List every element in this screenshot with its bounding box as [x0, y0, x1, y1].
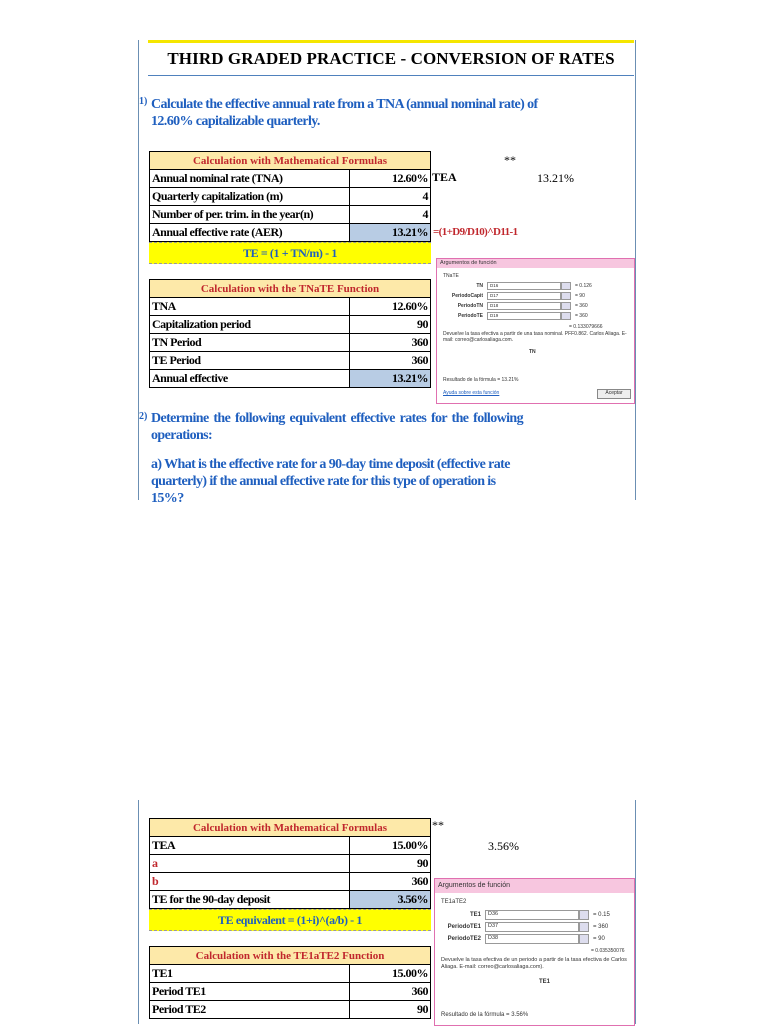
arg-label: PeriodoTE1	[447, 924, 481, 930]
cell-label[interactable]: b	[150, 873, 350, 891]
arg-label: TN	[476, 283, 483, 289]
cell-label[interactable]: Annual effective	[150, 370, 350, 388]
cell-label[interactable]: TN Period	[150, 334, 350, 352]
table-row	[150, 316, 431, 334]
range-picker-icon[interactable]	[561, 292, 571, 300]
range-picker-icon[interactable]	[561, 282, 571, 290]
formula-text: =(1+D9/D10)^D11-1	[433, 226, 518, 238]
arg-value: = 0.126	[575, 283, 592, 289]
table-row	[150, 188, 431, 206]
table-row	[150, 891, 431, 909]
cell-value[interactable]: 360	[350, 334, 431, 352]
cell-label[interactable]: Quarterly capitalization (m)	[150, 188, 350, 206]
function-name: TE1aTE2	[441, 899, 467, 905]
table-row	[150, 983, 431, 1001]
arg-input[interactable]: D17	[487, 292, 561, 300]
result-label: Resultado de la fórmula = 13.21%	[443, 377, 519, 383]
arg-label: PeriodoTN	[457, 303, 483, 309]
table-math-formulas-1	[149, 151, 431, 242]
arg-input[interactable]: D37	[485, 922, 579, 932]
cell-value[interactable]: 12.60%	[350, 170, 431, 188]
table-header: Calculation with Mathematical Formulas	[150, 819, 431, 837]
arg-value: = 90	[575, 293, 585, 299]
cell-label[interactable]: Capitalization period	[150, 316, 350, 334]
arg-label: PeriodoTE2	[447, 936, 481, 942]
arg-input[interactable]: D16	[487, 282, 561, 290]
table-row	[150, 206, 431, 224]
cell-value[interactable]: 15.00%	[350, 837, 431, 855]
function-description: Devuelve la tasa efectiva a partir de una tasa nominal. PFF0.862. Carlos Aliaga. E-mail: correo@carlosaliaga.com.	[443, 331, 627, 343]
cell-label[interactable]: TE1	[150, 965, 350, 983]
accept-button[interactable]: Aceptar	[597, 389, 631, 399]
table-row	[150, 334, 431, 352]
cell-value[interactable]: 90	[350, 855, 431, 873]
table-row	[150, 370, 431, 388]
cell-label[interactable]: TE for the 90-day deposit	[150, 891, 350, 909]
question-2a-text: a) What is the effective rate for a 90-day time deposit (effective rate quarterly) if the annual effective rate for this type of operation is 15%?	[151, 457, 510, 506]
tea-value: 13.21%	[537, 171, 574, 185]
table-row	[150, 855, 431, 873]
question-2-number: 2)	[139, 411, 148, 422]
cell-value[interactable]: 12.60%	[350, 298, 431, 316]
arg-value: = 360	[575, 313, 588, 319]
cell-value[interactable]: 15.00%	[350, 965, 431, 983]
table-header: Calculation with the TE1aTE2 Function	[150, 947, 431, 965]
cell-value[interactable]: 90	[350, 316, 431, 334]
dialog-title: Argumentos de función	[437, 259, 634, 268]
cell-label[interactable]: TE Period	[150, 352, 350, 370]
function-name: TNaTE	[443, 273, 459, 279]
cell-value[interactable]: 3.56%	[350, 891, 431, 909]
tea-label: TEA	[432, 170, 457, 184]
arg-label: PeriodoTE	[457, 313, 483, 319]
cell-label[interactable]: a	[150, 855, 350, 873]
result-preview: = 0.133079666	[569, 324, 603, 330]
cell-value[interactable]: 4	[350, 188, 431, 206]
arg-value: = 360	[593, 924, 609, 930]
arg-label: PeriodoCapit	[451, 293, 483, 299]
result-label: Resultado de la fórmula = 3.56%	[441, 1012, 529, 1018]
range-picker-icon[interactable]	[561, 312, 571, 320]
help-link[interactable]: Ayuda sobre esta función	[443, 390, 500, 396]
stars-marker-1: **	[504, 153, 516, 167]
arg-input[interactable]: D19	[487, 312, 561, 320]
table-row	[150, 837, 431, 855]
cell-value[interactable]: 13.21%	[350, 224, 431, 242]
function-arguments-dialog-1[interactable]	[436, 258, 635, 404]
table-row	[150, 224, 431, 242]
argument-hint: TE1	[539, 979, 551, 985]
range-picker-icon[interactable]	[579, 922, 589, 932]
table-row	[150, 352, 431, 370]
table-row	[150, 873, 431, 891]
question-1-number: 1)	[139, 96, 148, 107]
cell-value[interactable]: 360	[350, 352, 431, 370]
stars-marker-2: **	[432, 818, 444, 832]
cell-label[interactable]: TEA	[150, 837, 350, 855]
table-row	[150, 170, 431, 188]
formula-bar-1: TE = (1 + TN/m) - 1	[149, 242, 431, 264]
cell-value[interactable]: 4	[350, 206, 431, 224]
question-1-text: Calculate the effective annual rate from a TNA (annual nominal rate) of 12.60% capitalizable quarterly.	[151, 97, 538, 129]
function-arguments-dialog-2[interactable]	[434, 878, 635, 1026]
table-tnate-function	[149, 279, 431, 388]
arg-value: = 0.15	[593, 912, 610, 918]
cell-label[interactable]: Annual effective rate (AER)	[150, 224, 350, 242]
argument-hint: TN	[529, 349, 536, 355]
table-row	[150, 965, 431, 983]
cell-label[interactable]: Period TE1	[150, 983, 350, 1001]
cell-label[interactable]: TNA	[150, 298, 350, 316]
arg-input[interactable]: D38	[485, 934, 579, 944]
arg-input[interactable]: D18	[487, 302, 561, 310]
cell-label[interactable]: Number of per. trim. in the year(n)	[150, 206, 350, 224]
range-picker-icon[interactable]	[579, 934, 589, 944]
arg-value: = 90	[593, 936, 605, 942]
table-te1ate2-function	[149, 946, 431, 1019]
table-header: Calculation with the TNaTE Function	[150, 280, 431, 298]
question-2-text: Determine the following equivalent effective rates for the following operations:	[151, 411, 523, 443]
table-math-formulas-2	[149, 818, 431, 909]
result-preview: = 0.035350076	[591, 948, 625, 954]
range-picker-icon[interactable]	[561, 302, 571, 310]
cell-label[interactable]: Annual nominal rate (TNA)	[150, 170, 350, 188]
table-row	[150, 298, 431, 316]
arg-input[interactable]: D36	[485, 910, 579, 920]
cell-value[interactable]: 90	[350, 1001, 431, 1019]
function-description: Devuelve la tasa efectiva de un periodo a partir de la tasa efectiva de Carlos Aliaga. E-mail: correo@carlosaliaga.com).	[441, 957, 627, 970]
page-title: THIRD GRADED PRACTICE - CONVERSION OF RATES	[148, 40, 634, 76]
table-header: Calculation with Mathematical Formulas	[150, 152, 431, 170]
arg-label: TE1	[469, 912, 481, 918]
arg-value: = 360	[575, 303, 588, 309]
cell-value[interactable]: 360	[350, 873, 431, 891]
dialog-title: Argumentos de función	[435, 879, 634, 893]
cell-label[interactable]: Period TE2	[150, 1001, 350, 1019]
formula-bar-2: TE equivalent = (1+i)^(a/b) - 1	[149, 909, 431, 931]
range-picker-icon[interactable]	[579, 910, 589, 920]
cell-value[interactable]: 360	[350, 983, 431, 1001]
side-value-2: 3.56%	[488, 839, 519, 853]
table-row	[150, 1001, 431, 1019]
cell-value[interactable]: 13.21%	[350, 370, 431, 388]
